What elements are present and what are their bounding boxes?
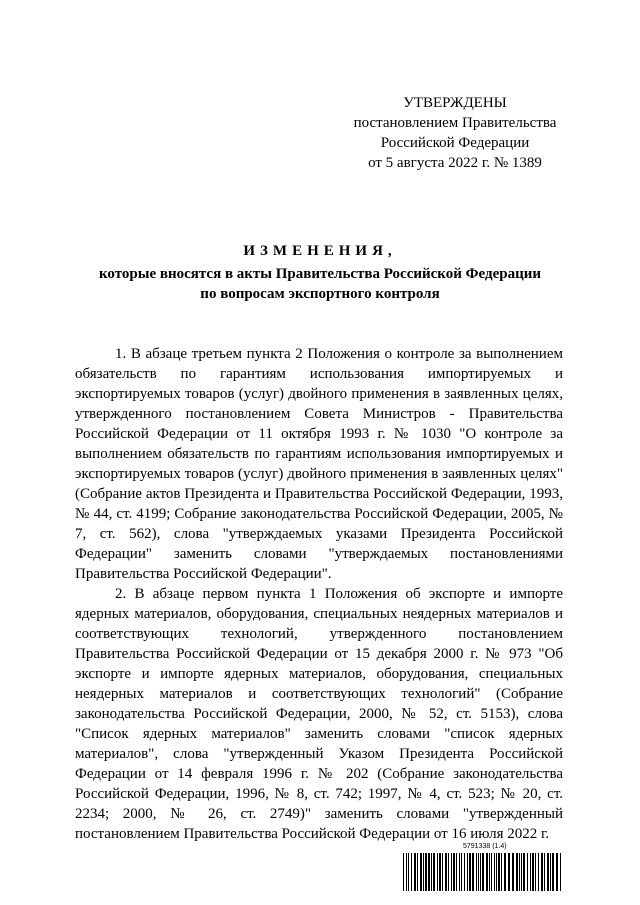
barcode-bar <box>550 853 551 891</box>
barcode-bar <box>467 853 468 891</box>
document-subtitle <box>0 264 640 304</box>
document-title: ИЗМЕНЕНИЯ, <box>243 243 397 259</box>
barcode-bar <box>552 853 554 891</box>
barcode-bar <box>442 853 443 891</box>
barcode-bar <box>480 853 481 891</box>
barcode-bar <box>516 853 518 891</box>
barcode-bar <box>541 853 543 891</box>
barcode-bar <box>482 853 484 891</box>
paragraph-1: 1. В абзаце третьем пункта 2 Положения о контроле за выполнением обязательств по гарантиям использования импортируемых и экспортируемых товаров (услуг) двойного применения в заявленных целях, утвержденного постановлением Совета Министров - Правительства Российской Федерации от 11 октября 1993 г. № 1030 "О контроле за выполнением обязательств по гарантиям использования импортируемых и экспортируемых товаров (услуг) двойного применения в заявленных целях" (Собрание актов Президента и Правительства Российской Федерации, 1993, № 44, ст. 4199; Собрание законодательства Российской Федерации, 2005, № 7, ст. 562), слова "утверждаемых указами Президента Российской Федерации" заменить словами "утверждаемых постановлениями Правительства Российской Федерации". <box>75 346 563 582</box>
barcode-bar <box>523 853 525 891</box>
barcode-bar <box>560 853 561 891</box>
barcode-bar <box>521 853 522 891</box>
barcode-bar <box>406 853 407 891</box>
approval-block <box>330 93 580 173</box>
barcode-bar <box>544 853 545 891</box>
barcode-bar <box>428 853 430 891</box>
barcode-bar <box>437 853 438 891</box>
approval-line-3: от 5 августа 2022 г. № 1389 <box>368 155 542 171</box>
barcode-bar <box>469 853 471 891</box>
barcode-bar <box>425 853 427 891</box>
barcode-bar <box>498 853 500 891</box>
barcode-bar <box>547 853 549 891</box>
barcode-bar <box>496 853 497 891</box>
barcode-bar <box>461 853 462 891</box>
barcode-bar <box>527 853 528 891</box>
approval-line-2: Российской Федерации <box>380 135 530 151</box>
barcode-bar <box>494 853 495 891</box>
barcode-bar <box>472 853 474 891</box>
barcode-bar <box>423 853 424 891</box>
barcode-bar <box>530 853 531 891</box>
barcode-bar <box>538 853 539 891</box>
barcode-code: 5791338 (1.4) <box>463 843 507 850</box>
document-body <box>75 344 563 844</box>
barcode-bar <box>403 853 404 891</box>
barcode-bar <box>556 853 558 891</box>
approval-heading: УТВЕРЖДЕНЫ <box>403 95 507 111</box>
barcode-bar <box>519 853 520 891</box>
barcode-bar <box>417 853 418 891</box>
barcode <box>403 843 563 893</box>
barcode-bar <box>445 853 447 891</box>
barcode-bar <box>453 853 455 891</box>
subtitle-line-2: по вопросам экспортного контроля <box>200 286 440 302</box>
barcode-bar <box>464 853 465 891</box>
barcode-bar <box>451 853 452 891</box>
barcode-bar <box>476 853 477 891</box>
barcode-bars <box>403 853 563 891</box>
barcode-bar <box>439 853 441 891</box>
barcode-bar <box>433 853 435 891</box>
barcode-bar <box>486 853 488 891</box>
barcode-bar <box>532 853 534 891</box>
barcode-bar <box>512 853 514 891</box>
barcode-bar <box>459 853 460 891</box>
paragraph-2: 2. В абзаце первом пункта 1 Положения об экспорте и импорте ядерных материалов, оборудования, специальных неядерных материалов и соответствующих технологий, утвержденного постановлением Правительства Российской Федерации от 15 декабря 2000 г. № 973 "Об экспорте и импорте ядерных материалов, оборудования, специальных неядерных материалов и соответствующих технологий" (Собрание законодательства Российской Федерации, 2000, № 52, ст. 5153), слова "Список ядерных материалов" заменить словами "список ядерных материалов", слова "утвержденный Указом Президента Российской Федерации от 14 февраля 1996 г. № 202 (Собрание законодательства Российской Федерации, 1996, № 8, ст. 742; 1997, № 4, ст. 523; № 20, ст. 2234; 2000, № 26, ст. 2749)" заменить словами "утвержденный постановлением Правительства Российской Федерации от 16 июля 2022 г. <box>75 586 563 842</box>
barcode-bar <box>456 853 457 891</box>
barcode-bar <box>489 853 490 891</box>
barcode-bar <box>431 853 432 891</box>
approval-line-1: постановлением Правительства <box>353 115 557 131</box>
barcode-bar <box>535 853 536 891</box>
barcode-bar <box>504 853 506 891</box>
barcode-bar <box>408 853 409 891</box>
subtitle-line-1: которые вносятся в акты Правительства Российской Федерации <box>98 266 542 282</box>
barcode-bar <box>508 853 510 891</box>
barcode-bar <box>501 853 502 891</box>
barcode-bar <box>478 853 479 891</box>
barcode-bar <box>411 853 412 891</box>
barcode-bar <box>420 853 422 891</box>
barcode-bar <box>491 853 492 891</box>
barcode-bar <box>414 853 416 891</box>
barcode-bar <box>448 853 449 891</box>
